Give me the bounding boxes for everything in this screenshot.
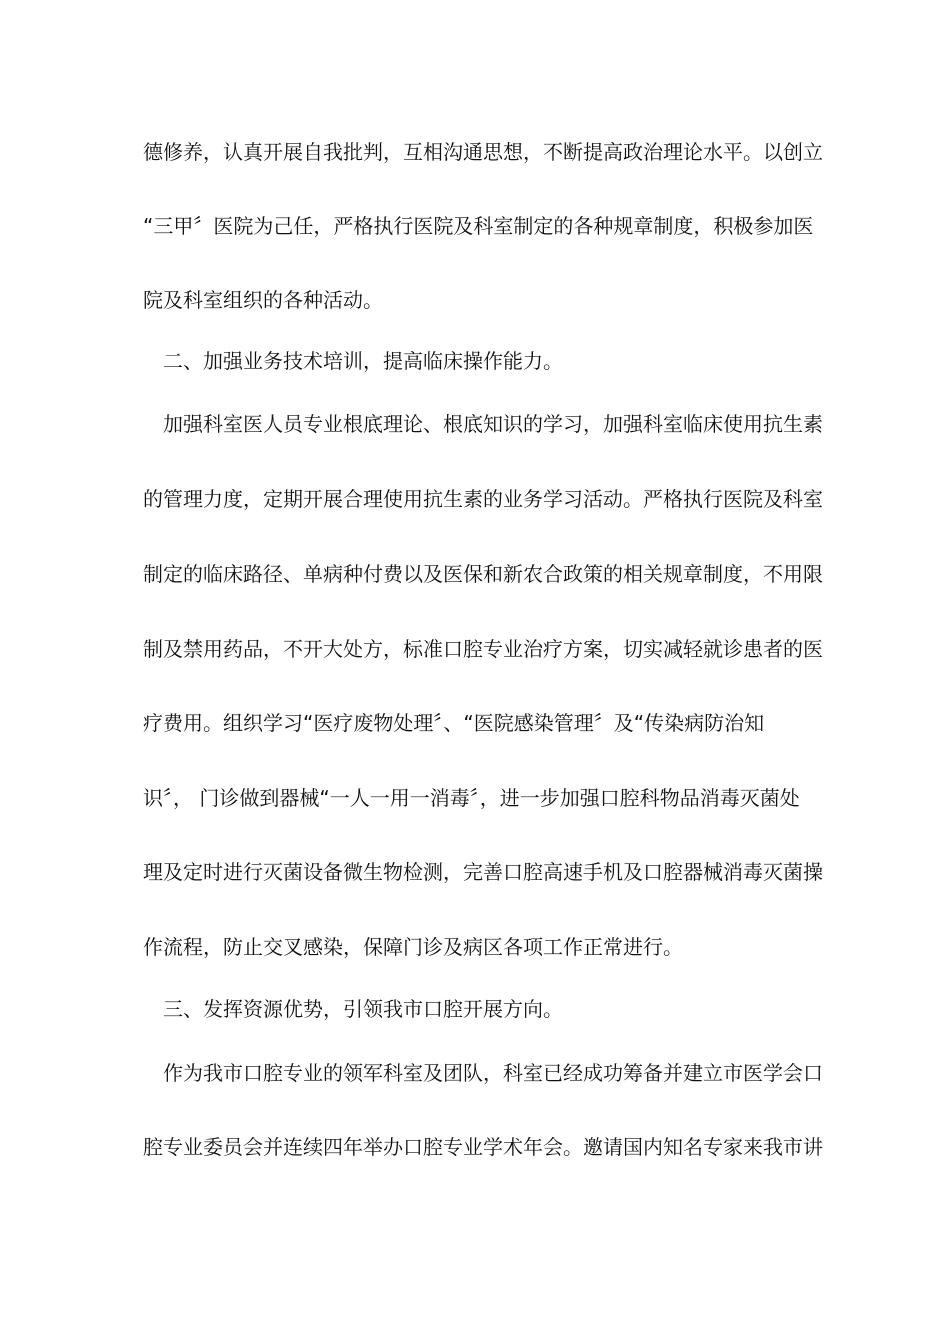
paragraph-line: 加强科室医人员专业根底理论、根底知识的学习，加强科室临床使用抗生素 [163,412,823,436]
paragraph-line: 识〞， 门诊做到器械“一人一用一消毒〞，进一步加强口腔科物品消毒灭菌处 [143,786,800,810]
paragraph-line: 院及科室组织的各种活动。 [143,288,383,312]
paragraph-line: 作为我市口腔专业的领军科室及团队，科室已经成功筹备并建立市医学会口 [163,1061,823,1085]
paragraph-line: 腔专业委员会并连续四年举办口腔专业学术年会。邀请国内知名专家来我市讲 [143,1135,823,1159]
paragraph-line: 德修养，认真开展自我批判，互相沟通思想，不断提高政治理论水平。以创立 [143,140,823,164]
section-heading: 三、发挥资源优势，引领我市口腔开展方向。 [163,997,563,1021]
paragraph-line: 制及禁用药品，不开大处方，标准口腔专业治疗方案，切实减轻就诊患者的医 [143,637,823,661]
paragraph-line: 疗费用。组织学习“医疗废物处理〞、“医院感染管理〞及“传染病防治知 [143,711,765,735]
paragraph-line: 的管理力度，定期开展合理使用抗生素的业务学习活动。严格执行医院及科室 [143,487,823,511]
section-heading: 二、加强业务技术培训，提高临床操作能力。 [163,349,563,373]
paragraph-line: 作流程，防止交叉感染，保障门诊及病区各项工作正常进行。 [143,935,683,959]
paragraph-line: 理及定时进行灭菌设备微生物检测，完善口腔高速手机及口腔器械消毒灭菌操 [143,860,823,884]
paragraph-line: 制定的临床路径、单病种付费以及医保和新农合政策的相关规章制度，不用限 [143,562,823,586]
paragraph-line: “三甲〞医院为己任，严格执行医院及科室制定的各种规章制度，积极参加医 [143,214,814,238]
